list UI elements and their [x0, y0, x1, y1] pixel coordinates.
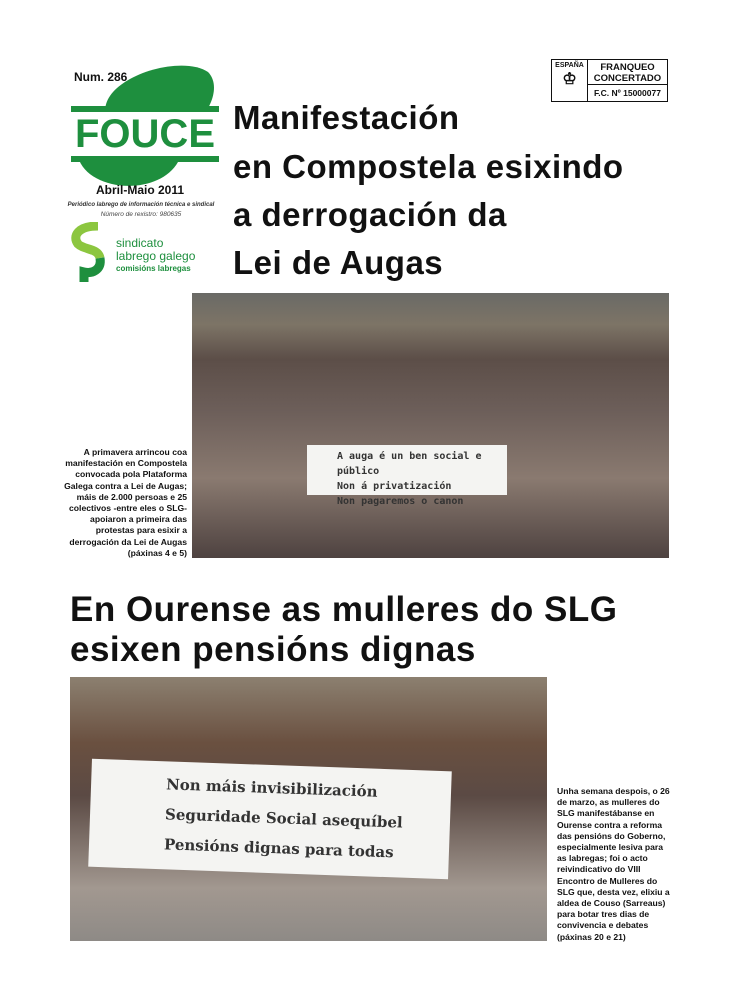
second-headline-line: esixen pensións dignas [70, 630, 476, 669]
postage-line2: CONCERTADO [593, 73, 662, 84]
lead-headline-line: Lei de Augas [233, 244, 444, 281]
second-caption: Unha semana despois, o 26 de marzo, as mulleres do SLG manifestábanse en Ourense contra a reforma das pensións do Goberno, especialmente lesiva para as labregas; foi o acto reivindicativo do VIII Encontro de Mulleres do SLG que, desta vez, elixiu a aldea de Couso (Sarreaus) para botar tres dias de convivencia e debates (páxinas 20 e 21) [557, 786, 670, 942]
union-name-2: labrego galego [116, 249, 196, 263]
lead-headline-line: en Compostela esixindo [233, 148, 624, 185]
banner-text: Non pagaremos o canon [337, 496, 464, 507]
ourense-protest-photo [70, 677, 547, 941]
banner-text: Pensións dignas para todas [163, 835, 394, 862]
registration-number: Número de rexistro: 980635 [100, 211, 182, 218]
slg-logo-icon [68, 222, 108, 282]
tagline: Periódico labrego de información técnica e sindical [67, 202, 215, 208]
union-name-1: sindicato [116, 236, 164, 250]
postage-line1: FRANQUEO [600, 62, 655, 73]
photo-banner [88, 759, 452, 879]
fouce-logo-text: FOUCE [71, 106, 219, 162]
second-headline-line: En Ourense as mulleres do SLG [70, 590, 618, 629]
postage-country: ESPAÑA [555, 62, 584, 69]
lead-headline-line: Manifestación [233, 99, 460, 136]
issue-date: Abril-Maio 2011 [96, 183, 185, 197]
postage-stamp [551, 59, 668, 102]
union-subtitle: comisións labregas [116, 264, 191, 273]
photo-banner [307, 445, 507, 507]
issue-number: Num. 286 [74, 70, 128, 84]
banner-text: Non á privatización [337, 481, 452, 492]
banner-text: Non máis invisibilización [165, 775, 378, 801]
compostela-protest-photo [192, 293, 669, 558]
lead-headline-line: a derrogación da [233, 196, 507, 233]
post-horn-icon: ♔ [562, 71, 577, 88]
banner-text: Seguridade Social asequíbel [164, 805, 403, 832]
postage-number: F.C. Nº 15000077 [594, 88, 661, 98]
banner-text: A auga é un ben social e público [337, 451, 482, 477]
lead-caption: A primavera arrincou coa manifestación en Compostela convocada pola Plataforma Galega contra a Lei de Augas; máis de 2.000 persoas e 25 colectivos -entre eles o SLG- apoiaron a primeira das protestas para esixir a derrogación da Lei de Augas (páxinas 4 e 5) [64, 447, 187, 558]
